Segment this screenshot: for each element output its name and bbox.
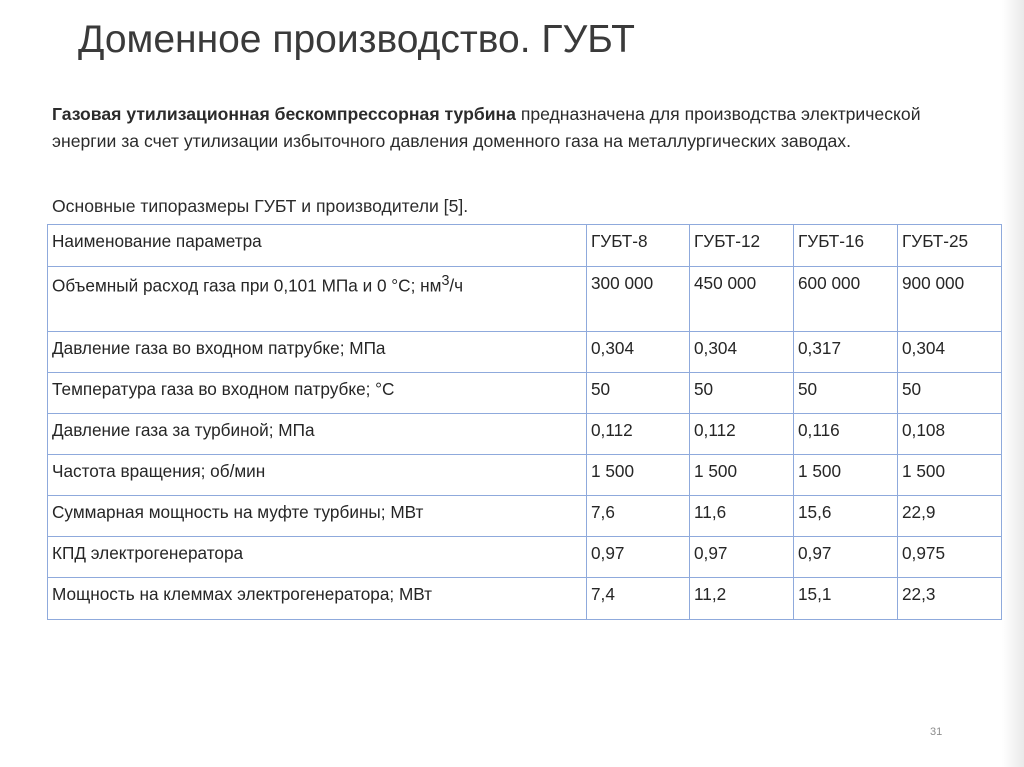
value-cell: 22,3	[898, 578, 1002, 620]
table-row	[48, 496, 1002, 537]
value-cell: 0,108	[898, 414, 1002, 455]
intro-paragraph	[52, 101, 952, 155]
value-cell: 1 500	[794, 455, 898, 496]
value-cell: 1 500	[690, 455, 794, 496]
parameters-table	[47, 224, 1002, 620]
value-cell: 0,304	[690, 332, 794, 373]
value-cell: 1 500	[587, 455, 690, 496]
value-cell: 0,304	[587, 332, 690, 373]
value-cell: 0,97	[794, 537, 898, 578]
param-cell: Частота вращения; об/мин	[48, 455, 587, 496]
value-cell: 7,4	[587, 578, 690, 620]
table-row	[48, 537, 1002, 578]
param-cell: КПД электрогенератора	[48, 537, 587, 578]
header-cell-parameter: Наименование параметра	[48, 225, 587, 267]
table-caption: Основные типоразмеры ГУБТ и производители [5].	[52, 196, 469, 216]
header-cell-gubt-12: ГУБТ-12	[690, 225, 794, 267]
value-cell: 0,112	[587, 414, 690, 455]
value-cell: 600 000	[794, 267, 898, 332]
value-cell: 11,6	[690, 496, 794, 537]
value-cell: 0,112	[690, 414, 794, 455]
param-cell: Мощность на клеммах электрогенератора; МВт	[48, 578, 587, 620]
value-cell: 0,304	[898, 332, 1002, 373]
intro-bold-term: Газовая утилизационная бескомпрессорная турбина	[52, 104, 516, 124]
value-cell: 900 000	[898, 267, 1002, 332]
value-cell: 50	[690, 373, 794, 414]
header-cell-gubt-25: ГУБТ-25	[898, 225, 1002, 267]
param-label: Объемный расход газа при 0,101 МПа и 0 °С; нм	[52, 275, 442, 296]
slide-title: Доменное производство. ГУБТ	[78, 18, 635, 61]
value-cell: 15,1	[794, 578, 898, 620]
table-row	[48, 578, 1002, 620]
table-header-row	[48, 225, 1002, 267]
param-superscript: 3	[441, 273, 450, 289]
param-cell: Давление газа за турбиной; МПа	[48, 414, 587, 455]
value-cell: 50	[898, 373, 1002, 414]
value-cell: 0,97	[587, 537, 690, 578]
slide-edge-shadow	[1002, 0, 1024, 767]
param-label-tail: /ч	[449, 275, 464, 296]
value-cell: 0,317	[794, 332, 898, 373]
table-row	[48, 267, 1002, 332]
value-cell: 300 000	[587, 267, 690, 332]
value-cell: 7,6	[587, 496, 690, 537]
value-cell: 50	[587, 373, 690, 414]
param-cell: Суммарная мощность на муфте турбины; МВт	[48, 496, 587, 537]
value-cell: 0,97	[690, 537, 794, 578]
value-cell: 50	[794, 373, 898, 414]
param-cell: Температура газа во входном патрубке; °С	[48, 373, 587, 414]
value-cell: 450 000	[690, 267, 794, 332]
table-row	[48, 332, 1002, 373]
param-cell: Давление газа во входном патрубке; МПа	[48, 332, 587, 373]
value-cell: 0,975	[898, 537, 1002, 578]
table-row	[48, 414, 1002, 455]
table-row	[48, 455, 1002, 496]
value-cell: 15,6	[794, 496, 898, 537]
header-cell-gubt-16: ГУБТ-16	[794, 225, 898, 267]
value-cell: 22,9	[898, 496, 1002, 537]
param-cell	[48, 267, 587, 332]
table-row	[48, 373, 1002, 414]
value-cell: 11,2	[690, 578, 794, 620]
page-number: 31	[930, 726, 943, 738]
intro-text: предназначена для производства электрической энергии за счет утилизации избыточного давления доменного газа на металлургических заводах.	[52, 104, 921, 151]
value-cell: 0,116	[794, 414, 898, 455]
value-cell: 1 500	[898, 455, 1002, 496]
header-cell-gubt-8: ГУБТ-8	[587, 225, 690, 267]
